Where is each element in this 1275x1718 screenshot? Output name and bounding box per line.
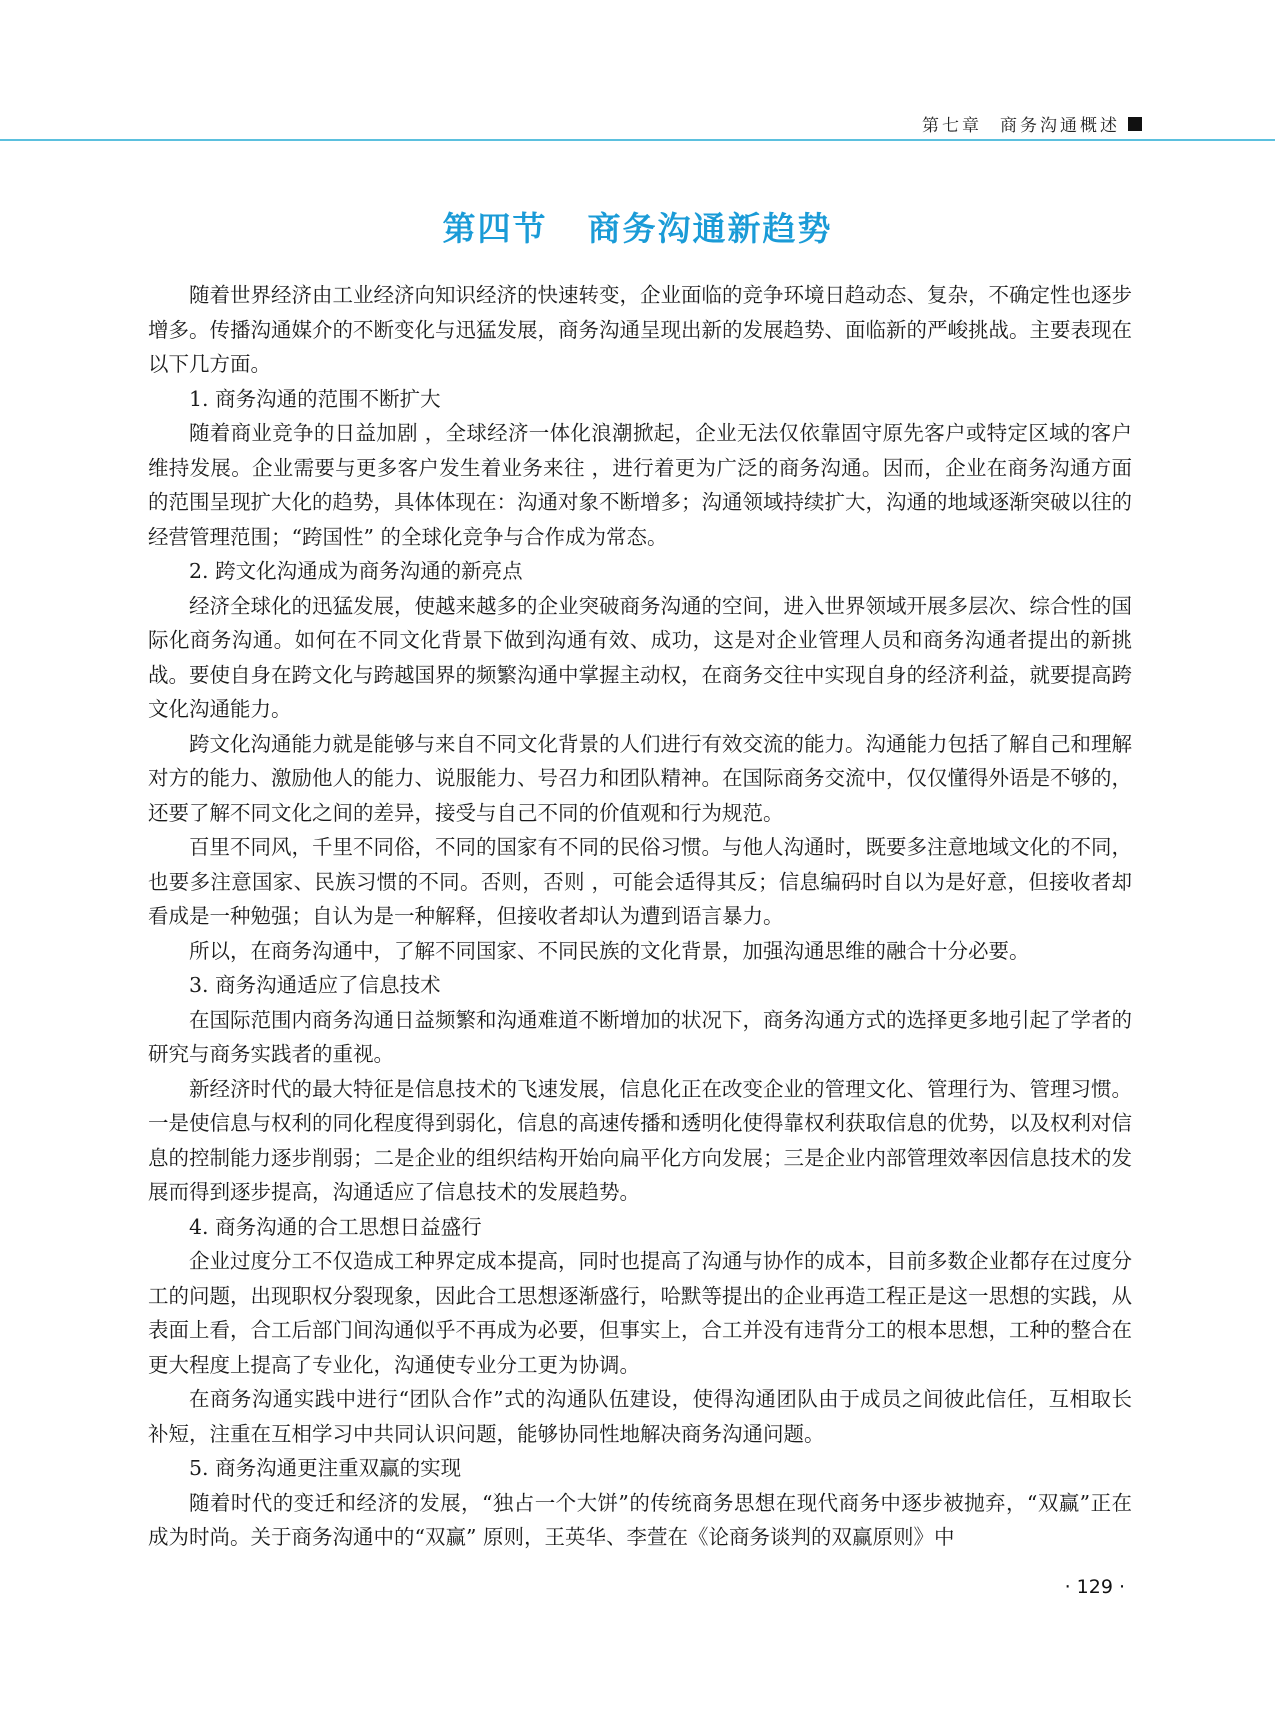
- paragraph-intro: 随着世界经济由工业经济向知识经济的快速转变，企业面临的竞争环境日趋动态、复杂，不确定性也逐步增多。传播沟通媒介的不断变化与迅猛发展，商务沟通呈现出新的发展趋势、面临新的严峻挑战。主要表现在以下几方面。: [148, 283, 1132, 376]
- subheading-1: 1. 商务沟通的范围不断扩大: [189, 386, 441, 411]
- subheading-2: 2. 跨文化沟通成为商务沟通的新亮点: [189, 559, 523, 583]
- subheading-3: 3. 商务沟通适应了信息技术: [189, 973, 441, 997]
- body-text: [148, 278, 1132, 1555]
- subheading-5: 5. 商务沟通更注重双赢的实现: [189, 1456, 462, 1480]
- chapter-label: 第七章: [922, 116, 982, 136]
- paragraph: 所以，在商务沟通中，了解不同国家、不同民族的文化背景，加强沟通思维的融合十分必要。: [189, 938, 1030, 963]
- section-number: 第四节: [442, 209, 548, 248]
- paragraph: 企业过度分工不仅造成工种界定成本提高，同时也提高了沟通与协作的成本，目前多数企业都存在过度分工的问题，出现职权分裂现象，因此合工思想逐渐盛行，哈默等提出的企业再造工程正是这一思想的实践，从表面上看，合工后部门间沟通似乎不再成为必要，但事实上，合工并没有违背分工的根本思想，工种的整合在更大程度上提高了专业化，沟通使专业分工更为协调。: [148, 1249, 1132, 1377]
- section-title: [0, 203, 1275, 250]
- paragraph: 在国际范围内商务沟通日益频繁和沟通难道不断增加的状况下，商务沟通方式的选择更多地引起了学者的研究与商务实践者的重视。: [148, 1007, 1132, 1066]
- paragraph: 经济全球化的迅猛发展，使越来越多的企业突破商务沟通的空间，进入世界领域开展多层次、综合性的国际化商务沟通。如何在不同文化背景下做到沟通有效、成功，这是对企业管理人员和商务沟通者提出的新挑战。要使自身在跨文化与跨越国界的频繁沟通中掌握主动权，在商务交往中实现自身的经济利益，就要提高跨文化沟通能力。: [148, 593, 1132, 721]
- square-marker-icon: [1128, 117, 1142, 131]
- section-heading: 商务沟通新趋势: [587, 209, 833, 248]
- running-head: [922, 111, 1142, 136]
- page-number: · 129 ·: [1064, 1576, 1125, 1598]
- paragraph: 新经济时代的最大特征是信息技术的飞速发展，信息化正在改变企业的管理文化、管理行为、管理习惯。一是使信息与权利的同化程度得到弱化，信息的高速传播和透明化使得靠权利获取信息的优势，以及权利对信息的控制能力逐步削弱；二是企业的组织结构开始向扁平化方向发展；三是企业内部管理效率因信息技术的发展而得到逐步提高，沟通适应了信息技术的发展趋势。: [148, 1076, 1132, 1204]
- paragraph: 随着时代的变迁和经济的发展，“独占一个大饼”的传统商务思想在现代商务中逐步被抛弃，“双赢”正在成为时尚。关于商务沟通中的“双赢” 原则，王英华、李萱在《论商务谈判的双赢原则》中: [148, 1490, 1132, 1549]
- paragraph: 在商务沟通实践中进行“团队合作”式的沟通队伍建设，使得沟通团队由于成员之间彼此信任，互相取长补短，注重在互相学习中共同认识问题，能够协同性地解决商务沟通问题。: [148, 1387, 1132, 1446]
- header-rule: [0, 139, 1275, 141]
- paragraph: 跨文化沟通能力就是能够与来自不同文化背景的人们进行有效交流的能力。沟通能力包括了解自己和理解对方的能力、激励他人的能力、说服能力、号召力和团队精神。在国际商务交流中，仅仅懂得外语是不够的，还要了解不同文化之间的差异，接受与自己不同的价值观和行为规范。: [148, 731, 1132, 825]
- paragraph: 百里不同风，千里不同俗，不同的国家有不同的民俗习惯。与他人沟通时，既要多注意地域文化的不同，也要多注意国家、民族习惯的不同。否则，否则 ，可能会适得其反；信息编码时自以为是好意，但接收者却看成是一种勉强；自认为是一种解释，但接收者却认为遭到语言暴力。: [148, 835, 1132, 928]
- subheading-4: 4. 商务沟通的合工思想日益盛行: [189, 1214, 482, 1239]
- chapter-title: 商务沟通概述: [1000, 116, 1120, 136]
- paragraph: 随着商业竞争的日益加剧 ，全球经济一体化浪潮掀起，企业无法仅依靠固守原先客户或特定区域的客户维持发展。企业需要与更多客户发生着业务来往 ，进行着更为广泛的商务沟通。因而，企业在商务沟通方面的范围呈现扩大化的趋势，具体体现在：沟通对象不断增多；沟通领域持续扩大，沟通的地域逐渐突破以往的经营管理范围；“跨国性” 的全球化竞争与合作成为常态。: [148, 421, 1132, 549]
